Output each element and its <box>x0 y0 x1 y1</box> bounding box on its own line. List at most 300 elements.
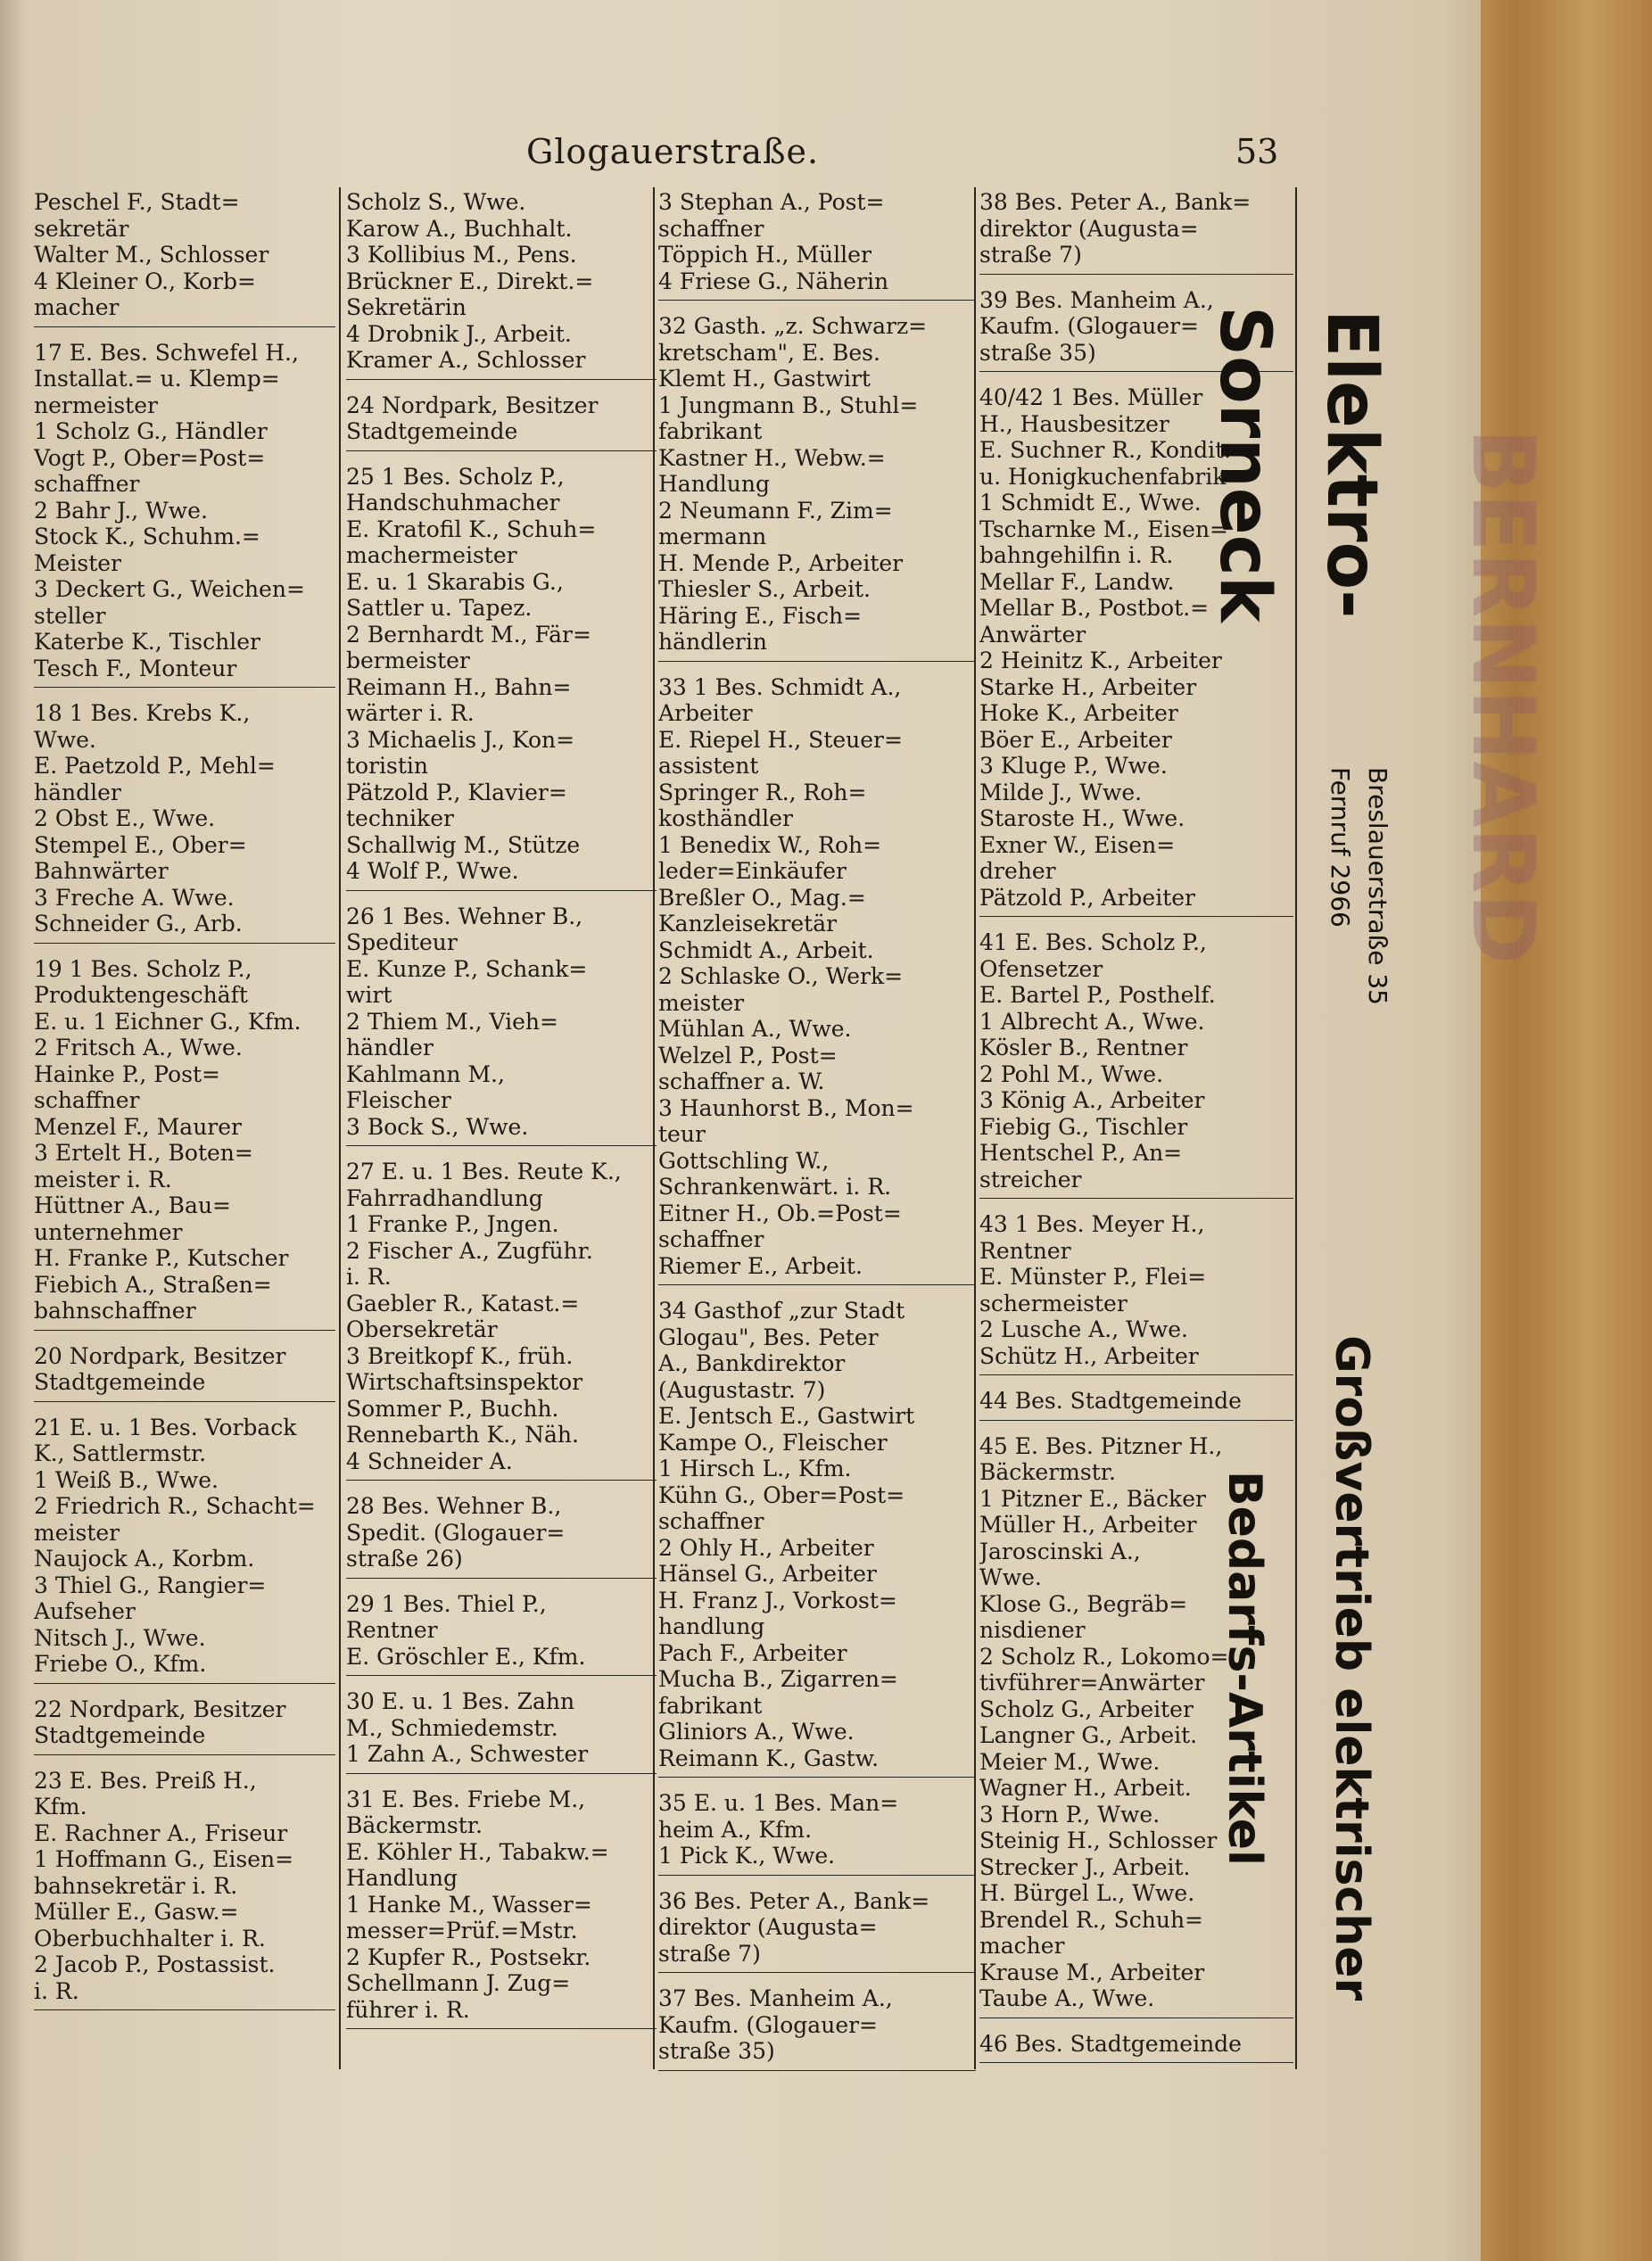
entry-line: Hänsel G., Arbeiter <box>658 1561 877 1587</box>
entry-line: E. Kratofil K., Schuh= <box>346 516 597 542</box>
advert-brand: Elektro-Sorneck <box>1204 305 1392 623</box>
entry-line: M., Schmiedemstr. <box>346 1714 558 1741</box>
entry-line: Müller E., Gasw.= <box>34 1899 239 1925</box>
house-entry <box>979 1388 1293 1421</box>
house-entry <box>346 464 657 891</box>
entry-line: straße 7) <box>979 242 1082 268</box>
entry-line: Stadtgemeinde <box>34 1369 206 1395</box>
entry-line: 21 E. u. 1 Bes. Vorback <box>34 1414 297 1440</box>
entry-line: E. Kunze P., Schank= <box>346 955 588 982</box>
entry-line: Jaroscinski A., <box>979 1538 1141 1564</box>
entry-line: 3 Thiel G., Rangier= <box>34 1572 267 1598</box>
entry-line: 2 Fritsch A., Wwe. <box>34 1035 243 1060</box>
entry-line: Gliniors A., Wwe. <box>658 1719 855 1745</box>
entry-line: 30 E. u. 1 Bes. Zahn <box>346 1688 575 1714</box>
entry-line: Häring E., Fisch= <box>658 602 863 629</box>
entry-line: Brückner E., Direkt.= <box>346 268 594 294</box>
entry-line: 3 Freche A. Wwe. <box>34 884 235 911</box>
entry-line: 3 Stephan A., Post= <box>658 189 885 215</box>
entry-line: 3 Kollibius M., Pens. <box>346 242 577 268</box>
entry-line: schaffner <box>658 1508 764 1534</box>
entry-line: Hoke K., Arbeiter <box>979 700 1178 726</box>
entry-line: Müller H., Arbeiter <box>979 1512 1197 1538</box>
entry-line: 2 Bahr J., Wwe. <box>34 497 208 524</box>
entry-line: Springer R., Roh= <box>658 779 867 805</box>
entry-line: 1 Hanke M., Wasser= <box>346 1891 592 1918</box>
entry-line: bahngehilfin i. R. <box>979 542 1174 568</box>
entry-line: 4 Kleiner O., Korb= <box>34 268 256 294</box>
entry-line: Arbeiter <box>658 700 753 726</box>
entry-line: Tesch F., Monteur <box>34 655 237 681</box>
entry-line: Nitsch J., Wwe. <box>34 1624 206 1651</box>
entry-line: 2 Obst E., Wwe. <box>34 805 216 831</box>
entry-line: 36 Bes. Peter A., Bank= <box>658 1887 930 1914</box>
entry-line: Brendel R., Schuh= <box>979 1906 1204 1933</box>
entry-line: 1 Zahn A., Schwester <box>346 1741 589 1767</box>
entry-line: Töppich H., Müller <box>658 242 871 268</box>
entry-line: A., Bankdirektor <box>658 1350 846 1376</box>
entry-line: Kaufm. (Glogauer= <box>979 313 1200 339</box>
page-header <box>500 132 1302 177</box>
entry-line: 2 Bernhardt M., Fär= <box>346 621 591 648</box>
entry-line: E. Bartel P., Posthelf. <box>979 982 1216 1008</box>
entry-line: schaffner <box>34 1087 140 1113</box>
entry-line: Stempel E., Ober= <box>34 831 247 858</box>
entry-line: 35 E. u. 1 Bes. Man= <box>658 1790 899 1816</box>
entry-line: 3 Kluge P., Wwe. <box>979 753 1168 779</box>
entry-line: Schrankenwärt. i. R. <box>658 1174 892 1200</box>
house-entry <box>979 189 1293 275</box>
entry-line: E. Paetzold P., Mehl= <box>34 753 276 779</box>
house-entry <box>346 1787 657 2030</box>
entry-line: Schütz H., Arbeiter <box>979 1342 1199 1369</box>
entry-line: Hentschel P., An= <box>979 1140 1183 1166</box>
entry-line: kosthändler <box>658 805 793 831</box>
house-entry <box>34 1768 335 2011</box>
entry-line: 34 Gasthof „zur Stadt <box>658 1298 905 1324</box>
entry-line: E. u. 1 Eichner G., Kfm. <box>34 1008 301 1035</box>
entry-line: Taube A., Wwe. <box>979 1985 1155 2011</box>
entry-line: 1 Scholz G., Händler <box>34 418 268 444</box>
entry-line: Riemer E., Arbeit. <box>658 1252 863 1279</box>
entry-line: Obersekretär <box>346 1316 498 1342</box>
entry-line: fabrikant <box>658 418 763 444</box>
entry-line: 4 Friese G., Näherin <box>658 268 889 294</box>
entry-line: straße 35) <box>658 2038 775 2064</box>
house-entry <box>346 392 657 451</box>
entry-line: wärter i. R. <box>346 700 475 726</box>
entry-line: techniker <box>346 805 454 831</box>
entry-line: 2 Schlaske O., Werk= <box>658 963 904 989</box>
entry-line: Menzel F., Maurer <box>34 1113 242 1140</box>
entry-line: Kastner H., Webw.= <box>658 444 886 471</box>
entry-line: straße 26) <box>346 1546 463 1572</box>
entry-line: 4 Schneider A. <box>346 1448 513 1474</box>
entry-line: 1 Pick K., Wwe. <box>658 1843 836 1869</box>
entry-line: Steinig H., Schlosser <box>979 1828 1218 1853</box>
library-stamp: BERNHARD <box>1453 428 1553 965</box>
entry-line: 1 Hirsch L., Kfm. <box>658 1456 852 1481</box>
entry-line: 46 Bes. Stadtgemeinde <box>979 2030 1242 2057</box>
street-title: Glogauerstraße. <box>526 132 820 171</box>
entry-line: 31 E. Bes. Friebe M., <box>346 1786 586 1812</box>
entry-line: Karow A., Buchhalt. <box>346 215 573 242</box>
entry-line: macher <box>979 1933 1065 1959</box>
entry-line: händlerin <box>658 629 767 655</box>
entry-line: Ofensetzer <box>979 955 1103 982</box>
entry-line: E. u. 1 Skarabis G., <box>346 568 564 595</box>
entry-line: Bahnwärter <box>34 858 169 884</box>
entry-line: Welzel P., Post= <box>658 1042 838 1069</box>
entry-line: Handlung <box>658 471 771 497</box>
entry-line: H. Franz J., Vorkost= <box>658 1587 897 1613</box>
entry-line: Aufseher <box>34 1598 136 1624</box>
entry-line: 37 Bes. Manheim A., <box>658 1985 893 2011</box>
entry-line: steller <box>34 602 106 629</box>
entry-line: Anwärter <box>979 621 1086 648</box>
entry-line: Peschel F., Stadt= <box>34 189 240 215</box>
entry-line: schermeister <box>979 1290 1127 1316</box>
entry-line: 26 1 Bes. Wehner B., <box>346 903 583 929</box>
entry-line: 2 Scholz R., Lokomo= <box>979 1643 1229 1670</box>
entry-line: Eitner H., Ob.=Post= <box>658 1200 902 1226</box>
entry-line: Schellmann J. Zug= <box>346 1970 571 1996</box>
entry-line: 3 Michaelis J., Kon= <box>346 726 575 753</box>
entry-line: Spediteur <box>346 929 458 955</box>
directory-column-1 <box>34 189 335 2023</box>
entry-line: 32 Gasth. „z. Schwarz= <box>658 313 928 339</box>
entry-line: Mellar B., Postbot.= <box>979 595 1210 621</box>
entry-line: 45 E. Bes. Pitzner H., <box>979 1432 1223 1459</box>
entry-line: Bäckermstr. <box>346 1812 483 1838</box>
entry-line: Stadtgemeinde <box>34 1722 206 1748</box>
entry-line: 1 Hoffmann G., Eisen= <box>34 1846 294 1872</box>
entry-line: H. Bürgel L., Wwe. <box>979 1880 1195 1906</box>
advert-address: Breslauerstraße 35 <box>1363 767 1392 1005</box>
entry-line: Walter M., Schlosser <box>34 242 269 268</box>
entry-line: Kühn G., Ober=Post= <box>658 1481 905 1508</box>
page-number: 53 <box>1235 132 1279 171</box>
house-entry <box>658 1298 976 1778</box>
entry-line: Handschuhmacher <box>346 490 560 516</box>
entry-line: heim A., Kfm. <box>658 1816 813 1843</box>
entry-line: assistent <box>658 753 759 779</box>
entry-line: E. Riepel H., Steuer= <box>658 726 903 753</box>
entry-line: Gottschling W., <box>658 1147 830 1174</box>
entry-line: toristin <box>346 753 429 779</box>
entry-line: u. Honigkuchenfabrik <box>979 463 1227 490</box>
entry-line: 40/42 1 Bes. Müller <box>979 384 1203 410</box>
entry-line: Hüttner A., Bau= <box>34 1192 232 1218</box>
house-entry <box>346 189 657 380</box>
entry-line: Kösler B., Rentner <box>979 1035 1188 1060</box>
entry-line: Wwe. <box>34 726 96 753</box>
entry-line: 29 1 Bes. Thiel P., <box>346 1590 547 1617</box>
entry-line: 1 Benedix W., Roh= <box>658 831 882 858</box>
entry-line: 39 Bes. Manheim A., <box>979 286 1214 313</box>
entry-line: 1 Pitzner E., Bäcker <box>979 1485 1206 1512</box>
advert-band <box>1204 178 1405 2069</box>
entry-line: Schneider G., Arb. <box>34 911 243 937</box>
entry-line: Katerbe K., Tischler <box>34 629 260 655</box>
entry-line: 3 Breitkopf K., früh. <box>346 1342 574 1369</box>
entry-line: 24 Nordpark, Besitzer <box>346 392 599 418</box>
entry-line: 1 Schmidt E., Wwe. <box>979 490 1202 516</box>
entry-line: handlung <box>658 1613 765 1639</box>
entry-line: Installat.= u. Klemp= <box>34 366 280 392</box>
entry-line: Wagner H., Arbeit. <box>979 1775 1192 1801</box>
entry-line: 2 Thiem M., Vieh= <box>346 1008 558 1035</box>
entry-line: händler <box>346 1035 434 1060</box>
entry-line: 3 Deckert G., Weichen= <box>34 576 305 602</box>
entry-line: 1 Jungmann B., Stuhl= <box>658 392 919 418</box>
entry-line: Spedit. (Glogauer= <box>346 1519 566 1546</box>
entry-line: macher <box>34 294 120 320</box>
entry-line: 19 1 Bes. Scholz P., <box>34 955 252 982</box>
entry-line: Scholz G., Arbeiter <box>979 1696 1194 1722</box>
entry-line: tivführer=Anwärter <box>979 1670 1205 1696</box>
entry-line: meister <box>34 1519 120 1546</box>
house-entry <box>34 1696 335 1755</box>
entry-line: E. Köhler H., Tabakw.= <box>346 1838 609 1865</box>
entry-line: meister i. R. <box>34 1166 172 1192</box>
entry-line: 1 Weiß B., Wwe. <box>34 1466 219 1493</box>
house-entry <box>34 340 335 689</box>
entry-line: Gaebler R., Katast.= <box>346 1290 580 1316</box>
entry-line: 2 Kupfer R., Postsekr. <box>346 1943 591 1970</box>
entry-line: 4 Drobnik J., Arbeit. <box>346 320 572 347</box>
house-entry <box>658 189 976 301</box>
entry-line: 22 Nordpark, Besitzer <box>34 1696 286 1722</box>
entry-line: 2 Jacob P., Postassist. <box>34 1952 276 1977</box>
entry-line: messer=Prüf.=Mstr. <box>346 1918 578 1943</box>
advert-phone: Fernruf 2966 <box>1326 767 1355 928</box>
entry-line: mermann <box>658 524 767 549</box>
entry-line: 2 Pohl M., Wwe. <box>979 1060 1164 1087</box>
entry-line: Pätzold P., Arbeiter <box>979 884 1196 911</box>
entry-line: (Augustastr. 7) <box>658 1376 826 1403</box>
entry-line: streicher <box>979 1166 1082 1192</box>
entry-line: Schallwig M., Stütze <box>346 831 581 858</box>
entry-line: 3 Haunhorst B., Mon= <box>658 1094 914 1121</box>
entry-line: Klose G., Begräb= <box>979 1590 1188 1617</box>
house-entry <box>979 1211 1293 1375</box>
entry-line: Sekretärin <box>346 294 467 320</box>
house-entry <box>658 313 976 662</box>
entry-line: Kampe O., Fleischer <box>658 1429 888 1456</box>
advert-slogan: Großvertrieb elektrischer Bedarfs-Artikel <box>1218 1334 1378 2001</box>
entry-line: Fiebig G., Tischler <box>979 1113 1188 1140</box>
entry-line: E. Jentsch E., Gastwirt <box>658 1403 915 1429</box>
entry-line: schaffner <box>34 471 140 497</box>
entry-line: Kfm. <box>34 1794 87 1820</box>
entry-line: Kahlmann M., <box>346 1060 505 1087</box>
entry-line: Mühlan A., Wwe. <box>658 1016 852 1042</box>
entry-line: Produktengeschäft <box>34 982 248 1008</box>
entry-line: Starke H., Arbeiter <box>979 673 1197 700</box>
entry-line: straße 35) <box>979 339 1096 366</box>
house-entry <box>34 1415 335 1684</box>
entry-line: Krause M., Arbeiter <box>979 1959 1205 1985</box>
entry-line: 2 Ohly H., Arbeiter <box>658 1534 874 1561</box>
entry-line: 3 Horn P., Wwe. <box>979 1801 1161 1828</box>
entry-line: Fleischer <box>346 1087 451 1113</box>
entry-line: unternehmer <box>34 1218 183 1245</box>
entry-line: direktor (Augusta= <box>979 215 1199 242</box>
entry-line: Wirtschaftsinspektor <box>346 1369 583 1395</box>
entry-line: Kaufm. (Glogauer= <box>658 2011 879 2038</box>
entry-line: teur <box>658 1121 706 1147</box>
entry-line: Stadtgemeinde <box>346 418 518 444</box>
entry-line: Meister <box>34 549 122 576</box>
entry-line: Stock K., Schuhm.= <box>34 524 260 549</box>
entry-line: 2 Heinitz K., Arbeiter <box>979 648 1222 673</box>
entry-line: H., Hausbesitzer <box>979 410 1169 437</box>
entry-line: Rennebarth K., Näh. <box>346 1422 579 1448</box>
entry-line: Vogt P., Ober=Post= <box>34 444 266 471</box>
entry-line: schaffner <box>658 1226 764 1252</box>
entry-line: 33 1 Bes. Schmidt A., <box>658 673 902 700</box>
entry-line: E. Münster P., Flei= <box>979 1264 1207 1290</box>
entry-line: fabrikant <box>658 1692 763 1719</box>
directory-column-2 <box>346 189 657 2042</box>
entry-line: Schmidt A., Arbeit. <box>658 937 874 963</box>
entry-line: 44 Bes. Stadtgemeinde <box>979 1388 1242 1414</box>
entry-line: Fahrradhandlung <box>346 1184 543 1211</box>
entry-line: 43 1 Bes. Meyer H., <box>979 1211 1205 1237</box>
entry-line: Reimann H., Bahn= <box>346 673 572 700</box>
entry-line: wirt <box>346 982 392 1008</box>
entry-line: H. Franke P., Kutscher <box>34 1245 289 1271</box>
entry-line: Naujock A., Korbm. <box>34 1546 255 1572</box>
entry-line: Mellar F., Landw. <box>979 568 1175 595</box>
entry-line: 3 Ertelt H., Boten= <box>34 1140 253 1166</box>
entry-line: 1 Franke P., Jngen. <box>346 1211 559 1237</box>
entry-line: Reimann K., Gastw. <box>658 1745 880 1771</box>
entry-line: K., Sattlermstr. <box>34 1440 207 1466</box>
entry-line: Fiebich A., Straßen= <box>34 1271 272 1298</box>
entry-line: Rentner <box>346 1617 438 1643</box>
entry-line: bermeister <box>346 648 470 673</box>
entry-line: 3 Bock S., Wwe. <box>346 1113 529 1140</box>
entry-line: kretscham", E. Bes. <box>658 339 880 366</box>
entry-line: Strecker J., Arbeit. <box>979 1853 1191 1880</box>
house-entry <box>979 2031 1293 2064</box>
entry-line: Oberbuchhalter i. R. <box>34 1925 266 1952</box>
entry-line: bahnsekretär i. R. <box>34 1872 238 1899</box>
entry-line: Kanzleisekretär <box>658 911 838 937</box>
house-entry <box>34 189 335 327</box>
entry-line: nisdiener <box>979 1617 1086 1643</box>
entry-line: 17 E. Bes. Schwefel H., <box>34 339 299 366</box>
house-entry <box>658 1985 976 2071</box>
entry-line: führer i. R. <box>346 1996 470 2023</box>
entry-line: bahnschaffner <box>34 1298 196 1324</box>
entry-line: Rentner <box>979 1237 1071 1264</box>
entry-line: machermeister <box>346 542 517 568</box>
entry-line: Pätzold P., Klavier= <box>346 779 567 805</box>
house-entry <box>346 1493 657 1579</box>
entry-line: straße 7) <box>658 1940 761 1967</box>
entry-line: Staroste H., Wwe. <box>979 805 1185 831</box>
house-entry <box>658 1888 976 1974</box>
entry-line: Klemt H., Gastwirt <box>658 366 871 392</box>
entry-line: schaffner a. W. <box>658 1069 825 1094</box>
entry-line: 1 Albrecht A., Wwe. <box>979 1008 1205 1035</box>
entry-line: 20 Nordpark, Besitzer <box>34 1342 286 1369</box>
entry-line: Breßler O., Mag.= <box>658 884 866 911</box>
entry-line: Wwe. <box>979 1564 1042 1590</box>
entry-line: 41 E. Bes. Scholz P., <box>979 929 1207 955</box>
entry-line: händler <box>34 779 121 805</box>
house-entry <box>34 1343 335 1402</box>
entry-line: Thiesler S., Arbeit. <box>658 576 871 602</box>
house-entry <box>658 1790 976 1876</box>
entry-line: Scholz S., Wwe. <box>346 189 526 215</box>
entry-line: Tscharnke M., Eisen= <box>979 516 1228 542</box>
entry-line: schaffner <box>658 215 764 242</box>
house-entry <box>346 1159 657 1481</box>
advert-contact <box>1307 767 1396 1231</box>
entry-line: Exner W., Eisen= <box>979 831 1176 858</box>
entry-line: direktor (Augusta= <box>658 1914 878 1940</box>
entry-line: Friebe O., Kfm. <box>34 1651 207 1677</box>
entry-line: Langner G., Arbeit. <box>979 1722 1198 1748</box>
house-entry <box>658 674 976 1286</box>
entry-line: Böer E., Arbeiter <box>979 726 1172 753</box>
entry-line: leder=Einkäufer <box>658 858 847 884</box>
entry-line: Sattler u. Tapez. <box>346 595 533 621</box>
entry-line: E. Suchner R., Kondit. <box>979 437 1232 463</box>
house-entry <box>34 956 335 1331</box>
entry-line: dreher <box>979 858 1056 884</box>
entry-line: E. Gröschler E., Kfm. <box>346 1643 586 1670</box>
entry-line: sekretär <box>34 215 129 242</box>
entry-line: nermeister <box>34 392 158 418</box>
entry-line: 4 Wolf P., Wwe. <box>346 858 519 884</box>
entry-line: Kramer A., Schlosser <box>346 347 586 373</box>
entry-line: i. R. <box>346 1264 392 1290</box>
entry-line: H. Mende P., Arbeiter <box>658 549 904 576</box>
entry-line: 2 Lusche A., Wwe. <box>979 1316 1188 1342</box>
entry-line: Sommer P., Buchh. <box>346 1395 559 1422</box>
entry-line: 25 1 Bes. Scholz P., <box>346 463 565 490</box>
entry-line: Handlung <box>346 1865 458 1891</box>
entry-line: 2 Neumann F., Zim= <box>658 497 893 524</box>
entry-line: 28 Bes. Wehner B., <box>346 1493 562 1519</box>
entry-line: Meier M., Wwe. <box>979 1748 1161 1775</box>
entry-line: 2 Fischer A., Zugführ. <box>346 1237 593 1264</box>
entry-line: Glogau", Bes. Peter <box>658 1324 879 1350</box>
house-entry <box>346 904 657 1147</box>
entry-line: 38 Bes. Peter A., Bank= <box>979 189 1251 215</box>
entry-line: Milde J., Wwe. <box>979 779 1143 805</box>
house-entry <box>34 700 335 944</box>
entry-line: 3 König A., Arbeiter <box>979 1087 1205 1113</box>
entry-line: i. R. <box>34 1977 79 2004</box>
entry-line: 18 1 Bes. Krebs K., <box>34 700 251 726</box>
entry-line: Hainke P., Post= <box>34 1060 220 1087</box>
entry-line: E. Rachner A., Friseur <box>34 1820 288 1846</box>
house-entry <box>346 1591 657 1677</box>
entry-line: 23 E. Bes. Preiß H., <box>34 1767 257 1794</box>
entry-line: meister <box>658 989 745 1016</box>
entry-line: 2 Friedrich R., Schacht= <box>34 1493 316 1519</box>
entry-line: Pach F., Arbeiter <box>658 1639 847 1666</box>
entry-line: 27 E. u. 1 Bes. Reute K., <box>346 1159 622 1184</box>
directory-column-3 <box>658 189 976 2084</box>
house-entry <box>346 1688 657 1774</box>
